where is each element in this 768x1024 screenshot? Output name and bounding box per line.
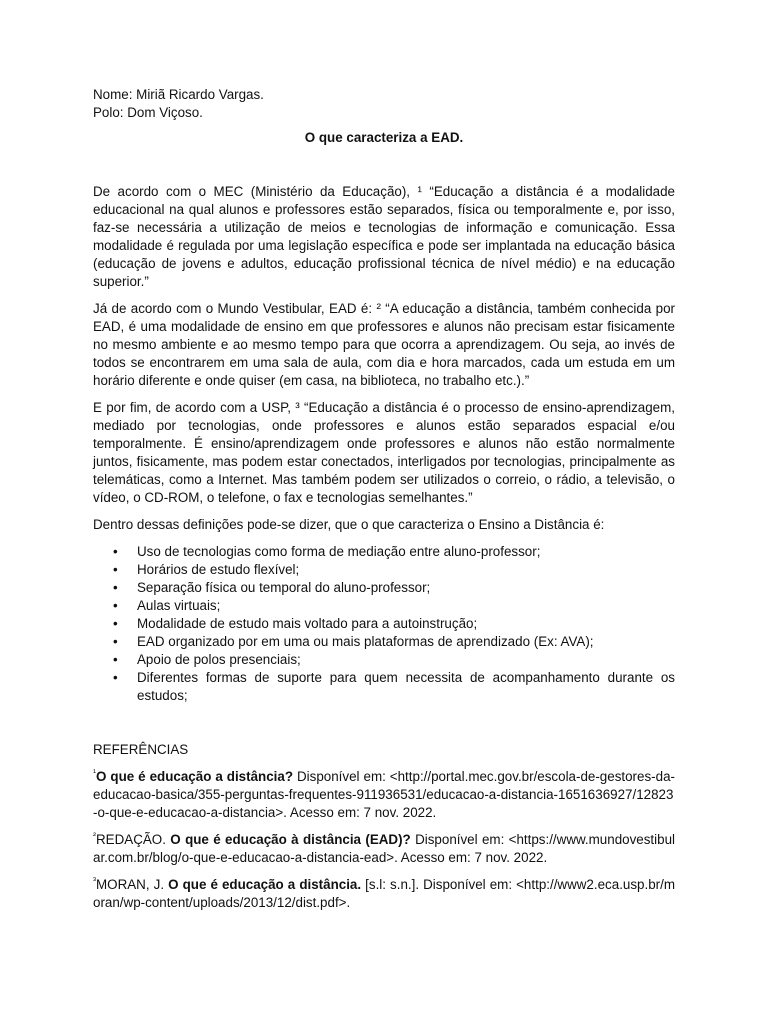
list-item: • Horários de estudo flexível; <box>113 562 300 577</box>
paragraph-mec: De acordo com o MEC (Ministério da Educação), ¹ “Educação a distância é a modalidade educacional na qual alunos e professores estão separados, física ou temporalmente e, por isso, faz-se necessária a utilização de meios e tecnologias de informação e comunicação. Essa modalidade é regulada por uma legislação específica e pode ser implantada na educação básica (educação de jovens e adultos, educação profissional técnica de nível médio) e na educação superior.” <box>93 184 675 289</box>
bullet-icon: • <box>113 652 118 667</box>
bullet-icon: • <box>113 616 118 631</box>
list-item: • EAD organizado por em uma ou mais plataformas de aprendizado (Ex: AVA); <box>113 634 594 649</box>
references-heading: REFERÊNCIAS <box>93 742 189 757</box>
reference-item-usp: $^{^3}$MORAN, J. O que é educação a distância. [s.l: s.n.]. Disponível em: <http://www2.eca.usp.br/moran/wp-content/uploads/2013/12/dist.pdf>. <box>93 875 676 910</box>
document-title: O que caracteriza a EAD. <box>304 130 464 145</box>
bullet-icon: • <box>113 634 118 649</box>
characteristics-list <box>93 543 675 705</box>
list-item: • Modalidade de estudo mais voltado para a autoinstrução; <box>113 616 478 631</box>
list-item: • Uso de tecnologias como forma de mediação entre aluno-professor; <box>113 544 541 559</box>
list-item: • Diferentes formas de suporte para quem necessita de acompanhamento durante os estudos; <box>113 670 675 703</box>
list-item: • Aulas virtuais; <box>113 598 221 613</box>
student-name: Nome: Miriã Ricardo Vargas. <box>93 87 264 102</box>
reference-item-mec: $^{^1}$O que é educação a distância? Disponível em: <http://portal.mec.gov.br/escola-de-gestores-da-educacao-basica/355-perguntas-frequentes-911936531/educacao-a-distancia-1651636927/12823-o-que-e-educacao-a-distancia>. Acesso em: 7 nov. 2022. <box>93 767 675 820</box>
bullet-icon: • <box>113 598 118 613</box>
student-polo: Polo: Dom Viçoso. <box>93 105 203 120</box>
bullet-icon: • <box>113 562 118 577</box>
bullet-icon: • <box>113 580 118 595</box>
list-item: • Separação física ou temporal do aluno-professor; <box>113 580 431 595</box>
reference-item-mundo-vestibular: $^{^2}$REDAÇÃO. O que é educação à distância (EAD)? Disponível em: <https://www.mundovestibular.com.br/blog/o-que-e-educacao-a-distancia-ead>. Acesso em: 7 nov. 2022. <box>93 830 675 865</box>
bullet-icon: • <box>113 544 118 559</box>
document-body <box>93 86 675 912</box>
list-item: • Apoio de polos presenciais; <box>113 652 301 667</box>
bullet-icon: • <box>113 670 118 685</box>
paragraph-usp: E por fim, de acordo com a USP, ³ “Educação a distância é o processo de ensino-aprendizagem, mediado por tecnologias, onde professores e alunos estão separados espacial e/ou temporalmente. É ensino/aprendizagem onde professores e alunos não estão normalmente juntos, fisicamente, mas podem estar conectados, interligados por tecnologias, principalmente as telemáticas, como a Internet. Mas também podem ser utilizados o correio, o rádio, a televisão, o vídeo, o CD-ROM, o telefone, o fax e tecnologias semelhantes.” <box>93 400 675 505</box>
paragraph-conclusion: Dentro dessas definições pode-se dizer, que o que caracteriza o Ensino a Distância é: <box>93 517 605 532</box>
paragraph-mundo-vestibular: Já de acordo com o Mundo Vestibular, EAD é: ² “A educação a distância, também conhecida por EAD, é uma modalidade de ensino em que professores e alunos não precisam estar fisicamente no mesmo ambiente e ao mesmo tempo para que ocorra a aprendizagem. Ou seja, ao invés de todos se encontrarem em uma sala de aula, com dia e hora marcados, cada um estuda em um horário diferente e onde quiser (em casa, na biblioteca, no trabalho etc.).” <box>93 301 675 388</box>
